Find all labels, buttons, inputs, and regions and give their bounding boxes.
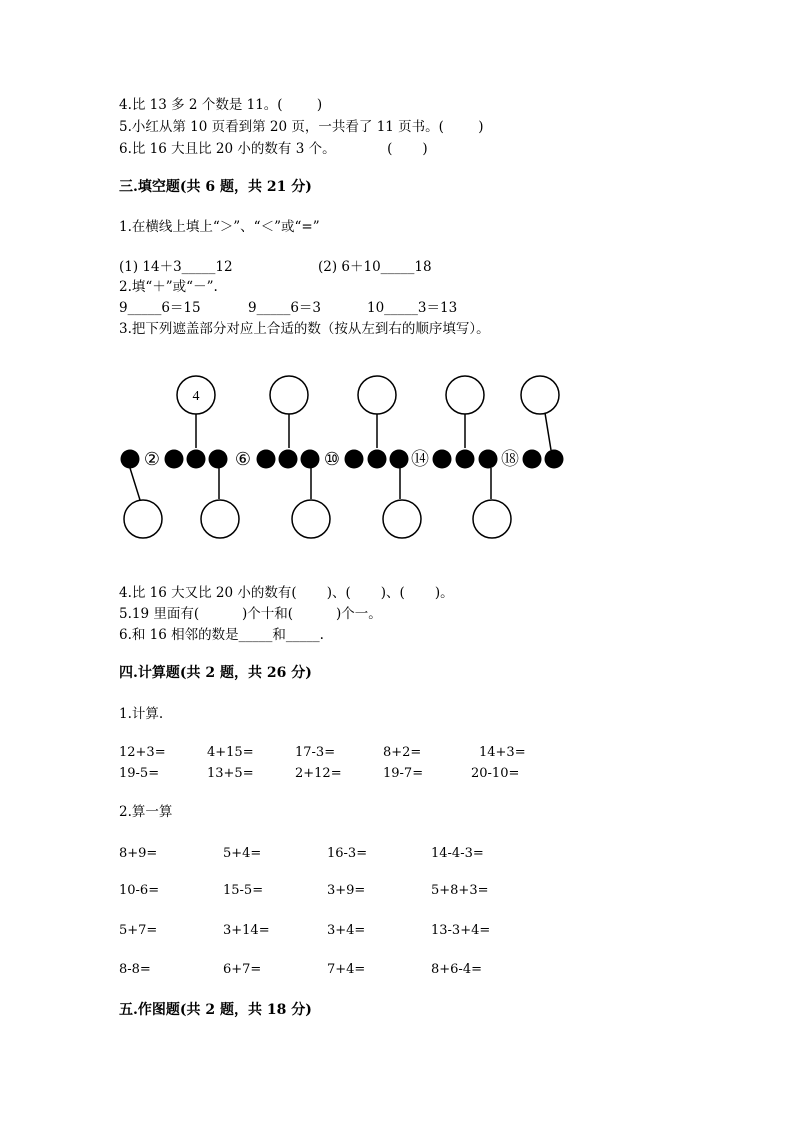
s3-q4: 4.比 16 大又比 20 小的数有( )、( )、( )。 xyxy=(119,585,454,601)
bead xyxy=(187,450,206,469)
calc-cell: 13-3+4= xyxy=(431,923,491,938)
calc-cell: 19-7= xyxy=(383,766,424,781)
calc-cell: 8+6-4= xyxy=(431,962,482,977)
s3-q2-item-1: 9_____6＝15 xyxy=(119,300,201,316)
tf-item-6: 6.比 16 大且比 20 小的数有 3 个。 ( ) xyxy=(119,141,428,157)
calc-cell: 20-10= xyxy=(471,766,520,781)
bead xyxy=(121,450,140,469)
calc-cell: 8+2= xyxy=(383,745,422,760)
bead xyxy=(165,450,184,469)
calc-cell: 5+8+3= xyxy=(431,883,489,898)
bottom-circle-1 xyxy=(124,500,162,538)
bead xyxy=(523,450,542,469)
s4-q2: 2.算一算 xyxy=(119,804,173,820)
calc-cell: 17-3= xyxy=(295,745,336,760)
tf-item-4: 4.比 13 多 2 个数是 11。( ) xyxy=(119,97,323,113)
top-circle-4 xyxy=(446,376,484,414)
bead xyxy=(545,450,564,469)
calc-cell: 10-6= xyxy=(119,883,160,898)
bead xyxy=(433,450,452,469)
bead-label-10: ⑩ xyxy=(323,449,341,470)
bead-label-6: ⑥ xyxy=(234,449,252,470)
section4-heading: 四.计算题(共 2 题，共 26 分) xyxy=(119,665,312,681)
s3-q1: 1.在横线上填上“＞”、“＜”或“=” xyxy=(119,219,320,235)
calc-cell: 8-8= xyxy=(119,962,151,977)
bottom-circle-5 xyxy=(473,500,511,538)
calc-cell: 5+7= xyxy=(119,923,158,938)
bead xyxy=(279,450,298,469)
calc-cell: 6+7= xyxy=(223,962,262,977)
bead-label-14: ⑭ xyxy=(411,449,429,470)
calc-cell: 16-3= xyxy=(327,846,368,861)
bead xyxy=(368,450,387,469)
calc-cell: 3+14= xyxy=(223,923,270,938)
calc-cell: 15-5= xyxy=(223,883,264,898)
bead xyxy=(301,450,320,469)
calc-cell: 3+9= xyxy=(327,883,366,898)
calc-cell: 19-5= xyxy=(119,766,160,781)
bead xyxy=(257,450,276,469)
calc-cell: 3+4= xyxy=(327,923,366,938)
calc-cell: 12+3= xyxy=(119,745,166,760)
calc-cell: 4+15= xyxy=(207,745,254,760)
bottom-circle-4 xyxy=(383,500,421,538)
s3-q3: 3.把下列遮盖部分对应上合适的数（按从左到右的顺序填写）。 xyxy=(119,321,490,337)
bead-diagram xyxy=(0,360,794,550)
top-circle-2 xyxy=(270,376,308,414)
calc-cell: 8+9= xyxy=(119,846,158,861)
top-circle-5 xyxy=(521,376,559,414)
bead xyxy=(479,450,498,469)
calc-cell: 14-4-3= xyxy=(431,846,484,861)
section3-heading: 三.填空题(共 6 题，共 21 分) xyxy=(119,179,312,195)
bead-label-2: ② xyxy=(143,449,161,470)
section5-heading: 五.作图题(共 2 题，共 18 分) xyxy=(119,1002,312,1018)
bead xyxy=(390,450,409,469)
top-circle-3 xyxy=(358,376,396,414)
bottom-circle-3 xyxy=(292,500,330,538)
s3-q6: 6.和 16 相邻的数是_____和_____. xyxy=(119,627,324,643)
bead xyxy=(456,450,475,469)
s3-q5: 5.19 里面有( )个十和( )个一。 xyxy=(119,606,382,622)
top-circle-1-value: 4 xyxy=(192,389,200,404)
top-connectors xyxy=(196,413,551,450)
calc-cell: 14+3= xyxy=(479,745,526,760)
s3-q1-a: (1) 14＋3_____12 xyxy=(119,259,233,275)
s3-q1-b: (2) 6＋10_____18 xyxy=(318,259,432,275)
bead xyxy=(345,450,364,469)
calc-cell: 2+12= xyxy=(295,766,342,781)
s4-q1: 1.计算. xyxy=(119,706,164,722)
calc-cell: 13+5= xyxy=(207,766,254,781)
calc-cell: 7+4= xyxy=(327,962,366,977)
bead-label-18: ⑱ xyxy=(501,449,519,470)
s3-q2: 2.填“＋”或“－”. xyxy=(119,279,218,295)
bottom-circle-2 xyxy=(201,500,239,538)
tf-item-5: 5.小红从第 10 页看到第 20 页，一共看了 11 页书。( ) xyxy=(119,119,484,135)
bottom-connectors xyxy=(130,468,491,500)
s3-q2-item-3: 10_____3＝13 xyxy=(367,300,458,316)
bead xyxy=(209,450,228,469)
calc-cell: 5+4= xyxy=(223,846,262,861)
s3-q2-item-2: 9_____6＝3 xyxy=(248,300,322,316)
